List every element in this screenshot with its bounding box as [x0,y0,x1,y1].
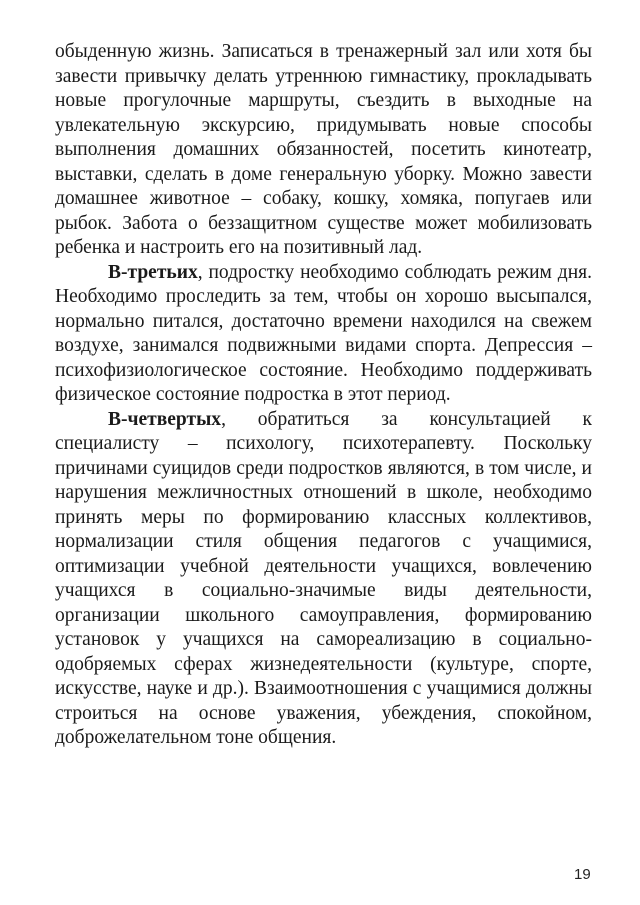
paragraph-third [55,261,592,408]
paragraph-continuation [55,40,592,261]
paragraph-lead-bold: В-четвертых [108,408,222,430]
document-page [55,40,592,751]
page-number: 19 [574,866,591,883]
paragraph-lead-bold: В-третьих [108,261,198,283]
paragraph-text: , подростку необходимо соблюдать режим дня. Необходимо проследить за тем, чтобы он хорошо высыпался, нормально питался, достаточно времени находился на свежем воздухе, занимался подвижными видами спорта. Депрессия – психофизиологическое состояние. Необходимо поддерживать физическое состояние подростка в этот период. [55,261,592,405]
paragraph-text: , обратиться за консультацией к специалисту – психологу, психотерапевту. Поскольку причинами суицидов среди подростков являются, в том числе, и нарушения межличностных отношений в школе, необходимо принять меры по формированию классных коллективов, нормализации стиля общения педагогов с учащимися, оптимизации учебной деятельности учащихся, вовлечению учащихся в социально-значимые виды деятельности, организации школьного самоуправления, формированию установок у учащихся на самореализацию в социально-одобряемых сферах жизнедеятельности (культуре, спорте, искусстве, науке и др.). Взаимоотношения с учащимися должны строиться на основе уважения, убеждения, спокойном, доброжелательном тоне общения. [55,408,592,748]
paragraph-text: обыденную жизнь. Записаться в тренажерный зал или хотя бы завести привычку делать утреннюю гимнастику, прокладывать новые прогулочные маршруты, съездить в выходные на увлекательную экскурсию, придумывать новые способы выполнения домашних обязанностей, посетить кинотеатр, выставки, сделать в доме генеральную уборку. Можно завести домашнее животное – собаку, кошку, хомяка, попугаев или рыбок. Забота о беззащитном существе может мобилизовать ребенка и настроить его на позитивный лад. [55,41,592,258]
paragraph-fourth [55,408,592,751]
